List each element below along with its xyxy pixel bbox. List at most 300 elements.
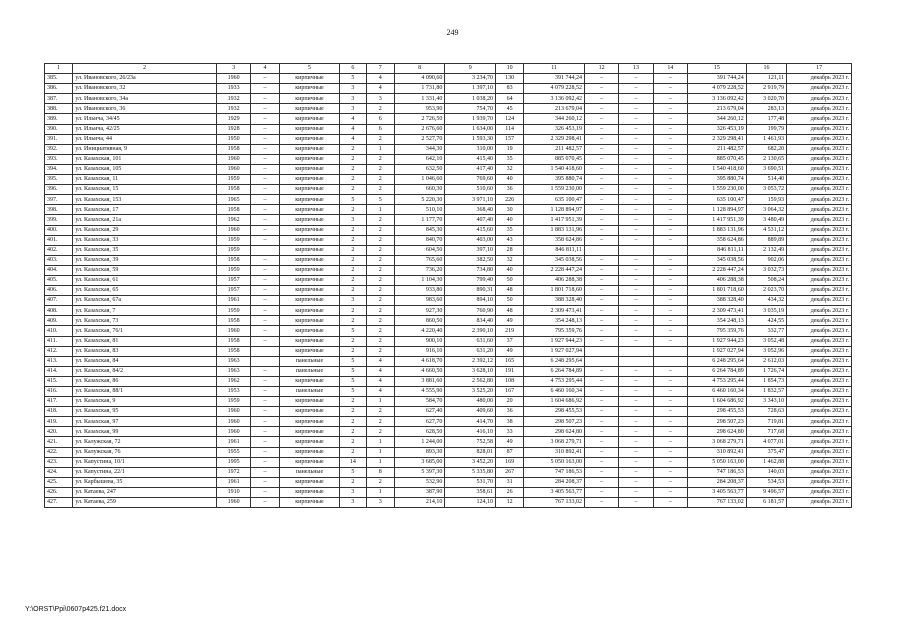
table-row: [45, 447, 852, 457]
table-cell: –: [251, 437, 279, 447]
table-cell: ул. Казахская, 67а: [73, 296, 217, 306]
table-cell: 2: [366, 417, 394, 427]
table-cell: ул. Казахская, 84/2: [73, 366, 217, 376]
table-cell: –: [653, 326, 687, 336]
table-cell: –: [619, 175, 653, 185]
table-cell: –: [619, 407, 653, 417]
table-cell: декабрь 2023 г.: [787, 104, 852, 114]
table-cell: 889,89: [746, 235, 786, 245]
table-cell: 298 455,53: [524, 407, 585, 417]
table-cell: 1: [366, 205, 394, 215]
table-cell: 2 132,49: [746, 245, 786, 255]
table-row: [45, 397, 852, 407]
table-cell: 3 068 279,71: [688, 437, 747, 447]
table-row: [45, 154, 852, 164]
column-header: 5: [279, 64, 340, 74]
table-cell: ул. Казахская, 33: [73, 235, 217, 245]
table-cell: декабрь 2023 г.: [787, 255, 852, 265]
table-cell: –: [653, 336, 687, 346]
table-cell: кирпичные: [279, 487, 340, 497]
table-cell: 4 753 295,44: [524, 376, 585, 386]
table-cell: 1 927 027,94: [524, 346, 585, 356]
table-cell: кирпичные: [279, 346, 340, 356]
table-cell: 534,53: [746, 477, 786, 487]
table-cell: 3: [366, 94, 394, 104]
table-cell: 412.: [45, 346, 73, 356]
table-cell: 2: [340, 225, 366, 235]
table-cell: 406.: [45, 286, 73, 296]
table-cell: –: [653, 195, 687, 205]
table-cell: 1 397,10: [445, 84, 496, 94]
table-cell: –: [251, 387, 279, 397]
table-cell: –: [619, 498, 653, 508]
table-cell: 510,60: [445, 185, 496, 195]
table-cell: декабрь 2023 г.: [787, 477, 852, 487]
table-cell: 1960: [216, 326, 250, 336]
table-cell: 5 397,30: [394, 467, 445, 477]
table-cell: 2: [340, 336, 366, 346]
table-cell: 1 927 944,23: [688, 336, 747, 346]
table-cell: декабрь 2023 г.: [787, 487, 852, 497]
table-cell: 391 744,24: [688, 74, 747, 84]
table-cell: –: [653, 114, 687, 124]
table-cell: кирпичные: [279, 447, 340, 457]
table-cell: ул. Казахская, 9: [73, 397, 217, 407]
table-cell: 4 618,70: [394, 356, 445, 366]
table-cell: 1 177,70: [394, 215, 445, 225]
table-cell: 400.: [45, 225, 73, 235]
table-cell: –: [251, 306, 279, 316]
table-cell: –: [653, 397, 687, 407]
table-cell: 1957: [216, 275, 250, 285]
table-cell: 1958: [216, 346, 250, 356]
table-cell: –: [653, 407, 687, 417]
table-cell: 3 064,32: [746, 205, 786, 215]
table-cell: –: [251, 467, 279, 477]
table-cell: декабрь 2023 г.: [787, 387, 852, 397]
table-cell: 1955: [216, 447, 250, 457]
table-row: [45, 235, 852, 245]
table-cell: 2: [366, 326, 394, 336]
table-cell: –: [584, 467, 618, 477]
table-cell: [584, 346, 618, 356]
table-cell: 45: [495, 104, 523, 114]
table-cell: 389.: [45, 114, 73, 124]
table-cell: 4 079 228,52: [688, 84, 747, 94]
table-cell: 846 811,11: [524, 245, 585, 255]
column-header: 13: [619, 64, 653, 74]
table-cell: 1 104,30: [394, 275, 445, 285]
table-cell: –: [653, 84, 687, 94]
table-cell: 2: [366, 154, 394, 164]
table-cell: 36: [495, 407, 523, 417]
table-cell: 660,30: [394, 185, 445, 195]
table-row: [45, 265, 852, 275]
table-row: [45, 94, 852, 104]
table-row: [45, 316, 852, 326]
table-cell: 358 624,86: [524, 235, 585, 245]
table-cell: ул. Казахская, 29: [73, 225, 217, 235]
table-cell: –: [584, 498, 618, 508]
table-cell: 728,63: [746, 407, 786, 417]
table-cell: 2 130,65: [746, 154, 786, 164]
table-cell: 3 032,73: [746, 265, 786, 275]
table-cell: 1 417 951,39: [688, 215, 747, 225]
table-cell: 6 248 295,64: [688, 356, 747, 366]
table-cell: –: [251, 397, 279, 407]
table-cell: 3: [340, 487, 366, 497]
table-cell: –: [584, 255, 618, 265]
table-row: [45, 84, 852, 94]
table-cell: –: [584, 427, 618, 437]
table-cell: 860,50: [394, 316, 445, 326]
table-cell: 1 461,93: [746, 134, 786, 144]
table-cell: 5 050 163,00: [524, 457, 585, 467]
table-cell: –: [251, 94, 279, 104]
table-cell: 5: [340, 356, 366, 366]
table-cell: кирпичные: [279, 477, 340, 487]
table-cell: ул. Капустина, 10/1: [73, 457, 217, 467]
table-cell: 4: [340, 124, 366, 134]
table-cell: 2: [366, 235, 394, 245]
table-cell: –: [619, 336, 653, 346]
table-cell: кирпичные: [279, 427, 340, 437]
table-cell: 48: [495, 286, 523, 296]
table-cell: 2: [340, 397, 366, 407]
table-cell: декабрь 2023 г.: [787, 356, 852, 366]
table-cell: 390.: [45, 124, 73, 134]
table-cell: 2 309 473,41: [524, 306, 585, 316]
table-cell: 902,06: [746, 255, 786, 265]
table-cell: –: [619, 326, 653, 336]
table-cell: декабрь 2023 г.: [787, 235, 852, 245]
table-cell: 395.: [45, 175, 73, 185]
table-cell: 3: [340, 104, 366, 114]
table-cell: 213 679,04: [524, 104, 585, 114]
table-cell: 747 186,53: [688, 467, 747, 477]
table-cell: 1932: [216, 104, 250, 114]
table-cell: 1 731,80: [394, 84, 445, 94]
table-cell: 3 405 563,77: [688, 487, 747, 497]
table-cell: ул. Казахская, 84: [73, 356, 217, 366]
table-cell: 35: [495, 154, 523, 164]
table-cell: декабрь 2023 г.: [787, 94, 852, 104]
table-cell: декабрь 2023 г.: [787, 346, 852, 356]
table-cell: 2: [340, 265, 366, 275]
column-header: 14: [653, 64, 687, 74]
table-cell: 2 023,70: [746, 286, 786, 296]
table-cell: 407.: [45, 296, 73, 306]
table-cell: 395 880,74: [688, 175, 747, 185]
table-cell: 344 260,12: [688, 114, 747, 124]
table-cell: 421.: [45, 437, 73, 447]
table-cell: 326 453,19: [688, 124, 747, 134]
table-cell: 1959: [216, 397, 250, 407]
table-cell: 3 052,96: [746, 346, 786, 356]
table-cell: 6 460 160,34: [688, 387, 747, 397]
table-cell: 404.: [45, 265, 73, 275]
table-cell: 50: [495, 296, 523, 306]
table-row: [45, 387, 852, 397]
table-cell: кирпичные: [279, 144, 340, 154]
table-cell: 50: [495, 275, 523, 285]
table-cell: –: [584, 265, 618, 275]
table-cell: 916,10: [394, 346, 445, 356]
table-cell: 87: [495, 447, 523, 457]
table-cell: 828,01: [445, 447, 496, 457]
table-row: [45, 498, 852, 508]
table-cell: ул. Казахская, 153: [73, 195, 217, 205]
table-cell: –: [653, 205, 687, 215]
table-cell: [619, 346, 653, 356]
table-cell: 1960: [216, 407, 250, 417]
table-cell: 1 726,74: [746, 366, 786, 376]
table-cell: –: [251, 487, 279, 497]
table-cell: ул. Казахская, 105: [73, 164, 217, 174]
table-cell: 414,70: [445, 417, 496, 427]
table-cell: –: [653, 487, 687, 497]
table-cell: 424,55: [746, 316, 786, 326]
table-cell: –: [251, 336, 279, 346]
table-cell: –: [619, 124, 653, 134]
table-cell: –: [251, 225, 279, 235]
table-cell: 12: [495, 498, 523, 508]
table-row: [45, 437, 852, 447]
table-cell: декабрь 2023 г.: [787, 215, 852, 225]
table-cell: 419.: [45, 417, 73, 427]
table-cell: ул. Ильича, 44: [73, 134, 217, 144]
table-cell: 169: [495, 457, 523, 467]
table-cell: 35: [495, 225, 523, 235]
table-cell: ул. Катаева, 247: [73, 487, 217, 497]
table-cell: [584, 245, 618, 255]
table-cell: 388 328,40: [524, 296, 585, 306]
table-cell: [619, 356, 653, 366]
table-cell: 415,40: [445, 154, 496, 164]
table-cell: –: [619, 104, 653, 114]
table-cell: –: [584, 316, 618, 326]
table-cell: 83: [495, 84, 523, 94]
table-cell: ул. Казахская, 88/1: [73, 387, 217, 397]
table-cell: 6 181,57: [746, 498, 786, 508]
table-cell: 402.: [45, 245, 73, 255]
table-cell: –: [251, 255, 279, 265]
table-cell: 424.: [45, 467, 73, 477]
table-cell: –: [653, 275, 687, 285]
table-cell: кирпичные: [279, 316, 340, 326]
table-cell: 1 634,00: [445, 124, 496, 134]
table-cell: 1972: [216, 467, 250, 477]
table-cell: 332,77: [746, 326, 786, 336]
table-cell: –: [653, 376, 687, 386]
table-cell: декабрь 2023 г.: [787, 366, 852, 376]
table-cell: декабрь 2023 г.: [787, 306, 852, 316]
table-cell: –: [653, 427, 687, 437]
table-cell: кирпичные: [279, 286, 340, 296]
table-cell: декабрь 2023 г.: [787, 154, 852, 164]
table-cell: –: [584, 477, 618, 487]
table-cell: 409,60: [445, 407, 496, 417]
table-cell: 43: [495, 235, 523, 245]
table-cell: –: [653, 457, 687, 467]
table-cell: 6: [366, 124, 394, 134]
table-cell: декабрь 2023 г.: [787, 265, 852, 275]
table-cell: 2: [340, 407, 366, 417]
table-cell: 635 100,47: [524, 195, 585, 205]
table-cell: 1961: [216, 477, 250, 487]
table-cell: 4: [366, 356, 394, 366]
table-cell: 890,31: [445, 286, 496, 296]
table-cell: 2 676,60: [394, 124, 445, 134]
table-cell: 1 883 131,96: [524, 225, 585, 235]
table-cell: 49: [495, 316, 523, 326]
page-number: 249: [446, 28, 459, 37]
table-cell: –: [251, 195, 279, 205]
table-cell: 2: [340, 185, 366, 195]
table-cell: –: [584, 124, 618, 134]
table-cell: 3 068 279,71: [524, 437, 585, 447]
table-cell: ул. Казахская, 17: [73, 205, 217, 215]
table-cell: 2: [366, 286, 394, 296]
table-cell: –: [584, 417, 618, 427]
table-cell: 2: [366, 245, 394, 255]
table-cell: 631,20: [445, 346, 496, 356]
table-cell: 1 801 718,60: [688, 286, 747, 296]
table-cell: 2: [340, 164, 366, 174]
table-cell: 423.: [45, 457, 73, 467]
table-cell: –: [584, 74, 618, 84]
table-cell: 1960: [216, 74, 250, 84]
table-cell: 415.: [45, 376, 73, 386]
table-cell: 36: [495, 185, 523, 195]
table-cell: –: [619, 114, 653, 124]
table-cell: –: [653, 215, 687, 225]
table-cell: –: [653, 225, 687, 235]
table-cell: 2 228 447,24: [524, 265, 585, 275]
table-row: [45, 185, 852, 195]
table-cell: 1962: [216, 376, 250, 386]
table-cell: ул. Калужская, 76: [73, 447, 217, 457]
table-cell: кирпичные: [279, 306, 340, 316]
table-row: [45, 457, 852, 467]
table-cell: 414.: [45, 366, 73, 376]
table-cell: –: [619, 366, 653, 376]
table-cell: 1958: [216, 336, 250, 346]
table-cell: –: [619, 487, 653, 497]
table-cell: [584, 356, 618, 366]
table-cell: –: [251, 376, 279, 386]
table-cell: 6 264 784,89: [688, 366, 747, 376]
table-cell: –: [584, 195, 618, 205]
table-cell: 933,80: [394, 286, 445, 296]
table-row: [45, 407, 852, 417]
table-cell: 3 881,60: [394, 376, 445, 386]
table-cell: 885 070,45: [524, 154, 585, 164]
table-cell: 214,10: [394, 498, 445, 508]
table-cell: 4 555,90: [394, 387, 445, 397]
table-cell: 480,00: [445, 397, 496, 407]
table-cell: 747 186,53: [524, 467, 585, 477]
table-cell: –: [619, 447, 653, 457]
table-cell: –: [619, 215, 653, 225]
table-cell: декабрь 2023 г.: [787, 336, 852, 346]
table-row: [45, 225, 852, 235]
table-cell: 219: [495, 326, 523, 336]
table-cell: –: [619, 296, 653, 306]
table-cell: –: [619, 417, 653, 427]
table-cell: 2: [340, 205, 366, 215]
table-cell: 2: [340, 154, 366, 164]
table-cell: 403,00: [445, 235, 496, 245]
table-cell: ул. Казахская, 21а: [73, 215, 217, 225]
table-cell: 1 462,88: [746, 457, 786, 467]
table-cell: 2 726,50: [394, 114, 445, 124]
table-cell: 388.: [45, 104, 73, 114]
column-header: 17: [787, 64, 852, 74]
table-cell: 298 507,23: [524, 417, 585, 427]
table-cell: 1933: [216, 84, 250, 94]
table-cell: 1960: [216, 164, 250, 174]
table-cell: 298 624,80: [688, 427, 747, 437]
table-cell: 368,40: [445, 205, 496, 215]
table-cell: 3 480,49: [746, 215, 786, 225]
table-cell: ул. Ильича, 42/25: [73, 124, 217, 134]
table-cell: 124,10: [445, 498, 496, 508]
table-cell: 32: [495, 255, 523, 265]
table-cell: 1960: [216, 417, 250, 427]
table-cell: –: [251, 74, 279, 84]
table-cell: 33: [495, 427, 523, 437]
table-cell: 415,60: [445, 225, 496, 235]
table-cell: –: [584, 94, 618, 104]
table-cell: 769,60: [445, 175, 496, 185]
table-cell: 894,10: [445, 296, 496, 306]
table-cell: кирпичные: [279, 74, 340, 84]
table-cell: 409.: [45, 316, 73, 326]
table-cell: 2: [366, 134, 394, 144]
table-cell: ул. Ивановского, 32: [73, 84, 217, 94]
table-cell: кирпичные: [279, 164, 340, 174]
table-cell: –: [251, 477, 279, 487]
table-cell: декабрь 2023 г.: [787, 397, 852, 407]
table-cell: декабрь 2023 г.: [787, 326, 852, 336]
table-cell: –: [584, 175, 618, 185]
table-cell: 2: [366, 346, 394, 356]
table-cell: 418.: [45, 407, 73, 417]
table-cell: –: [584, 387, 618, 397]
table-cell: 3 628,10: [445, 366, 496, 376]
table-row: [45, 144, 852, 154]
table-cell: 765,60: [394, 255, 445, 265]
table-cell: 1953: [216, 387, 250, 397]
table-cell: –: [251, 407, 279, 417]
table-cell: 40: [495, 265, 523, 275]
table-cell: 6 248 295,64: [524, 356, 585, 366]
table-cell: 3 405 563,77: [524, 487, 585, 497]
table-cell: 3: [340, 215, 366, 225]
table-cell: –: [619, 235, 653, 245]
table-cell: 391 744,24: [524, 74, 585, 84]
table-cell: –: [251, 175, 279, 185]
table-row: [45, 356, 852, 366]
table-row: [45, 336, 852, 346]
table-cell: 2: [366, 336, 394, 346]
table-row: [45, 286, 852, 296]
table-cell: –: [251, 286, 279, 296]
table-cell: кирпичные: [279, 275, 340, 285]
table-cell: ул. Катаева, 259: [73, 498, 217, 508]
table-cell: ул. Казахская, 59: [73, 265, 217, 275]
